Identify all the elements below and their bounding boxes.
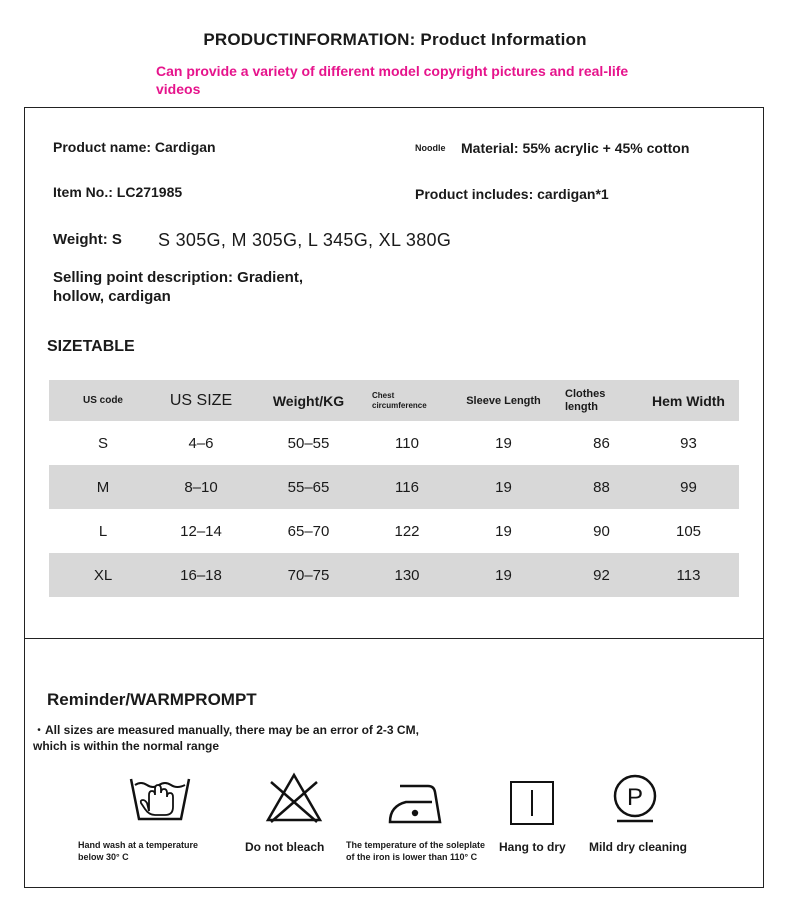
reminder-title: Reminder/WARMPROMPT (47, 690, 257, 709)
table-cell: 55–65 (245, 465, 372, 509)
table-cell: 19 (495, 522, 512, 540)
table-cell: L (98, 522, 108, 540)
dry-clean-label: Mild dry cleaning (589, 840, 688, 854)
table-row (49, 421, 739, 465)
reminder-text: ・All sizes are measured manually, there may be an error of 2-3 CM, which is within the normal range (33, 723, 419, 753)
header-clothes-length: Clothes length (565, 380, 638, 421)
iron-low-icon (388, 782, 442, 826)
table-row (49, 509, 739, 553)
table-cell: 113 (638, 553, 739, 597)
dry-clean-icon (612, 774, 658, 824)
table-cell: 92 (565, 553, 638, 597)
subtitle: Can provide a variety of different model copyright pictures and real-life videos (156, 63, 629, 97)
weight-values: S 305G, M 305G, L 345G, XL 380G (158, 230, 452, 250)
table-cell: 90 (593, 522, 610, 540)
header-chest: Chest circumference (372, 380, 442, 421)
table-cell: S (97, 434, 108, 452)
weight-label: Weight: S (53, 231, 122, 248)
selling-point: Selling point description: Gradient, hollow, cardigan (53, 269, 304, 305)
header-us-size: US SIZE (157, 380, 245, 421)
table-cell: 65–70 (287, 522, 330, 540)
table-cell: M (49, 465, 157, 509)
size-table-title: SIZETABLE (47, 338, 135, 355)
noodle-label: Noodle (415, 143, 446, 153)
size-table-header-row (49, 380, 739, 421)
header-weight: Weight/KG (245, 380, 372, 421)
table-cell: 8–10 (157, 465, 245, 509)
table-cell: 86 (593, 434, 610, 452)
iron-label: The temperature of the soleplate of the iron is lower than 110° C (346, 840, 486, 862)
hang-dry-icon (509, 780, 555, 826)
table-cell: 130 (372, 553, 442, 597)
table-cell: 105 (675, 522, 702, 540)
table-cell: XL (49, 553, 157, 597)
table-cell: 19 (495, 434, 512, 452)
svg-text:P: P (626, 784, 644, 811)
table-cell: 93 (680, 434, 697, 452)
product-includes: Product includes: cardigan*1 (415, 186, 609, 202)
table-cell: 122 (394, 522, 420, 540)
table-cell: 99 (638, 465, 739, 509)
product-name: Product name: Cardigan (53, 139, 216, 155)
page-title: PRODUCTINFORMATION: Product Information (203, 30, 587, 49)
table-row (49, 553, 739, 597)
header-sleeve: Sleeve Length (442, 380, 565, 421)
table-cell: 16–18 (157, 553, 245, 597)
table-cell: 110 (395, 434, 419, 452)
header-us-code: US code (49, 380, 157, 421)
table-cell: 4–6 (188, 434, 214, 452)
hand-wash-icon (129, 775, 191, 827)
do-not-bleach-icon (265, 772, 323, 824)
table-cell: 12–14 (180, 522, 222, 540)
table-row (49, 465, 739, 509)
item-number: Item No.: LC271985 (53, 184, 183, 200)
size-table (49, 380, 739, 597)
table-cell: 19 (442, 465, 565, 509)
material: Material: 55% acrylic + 45% cotton (461, 140, 690, 156)
hang-dry-label: Hang to dry (499, 840, 566, 854)
do-not-bleach-label: Do not bleach (245, 840, 325, 854)
table-cell: 19 (442, 553, 565, 597)
table-cell: 88 (565, 465, 638, 509)
hand-wash-label: Hand wash at a temperature below 30° C (78, 840, 199, 862)
table-cell: 70–75 (245, 553, 372, 597)
table-cell: 50–55 (287, 434, 330, 452)
section-divider (24, 638, 764, 639)
table-cell: 116 (372, 465, 442, 509)
header-hem-width: Hem Width (638, 380, 739, 421)
